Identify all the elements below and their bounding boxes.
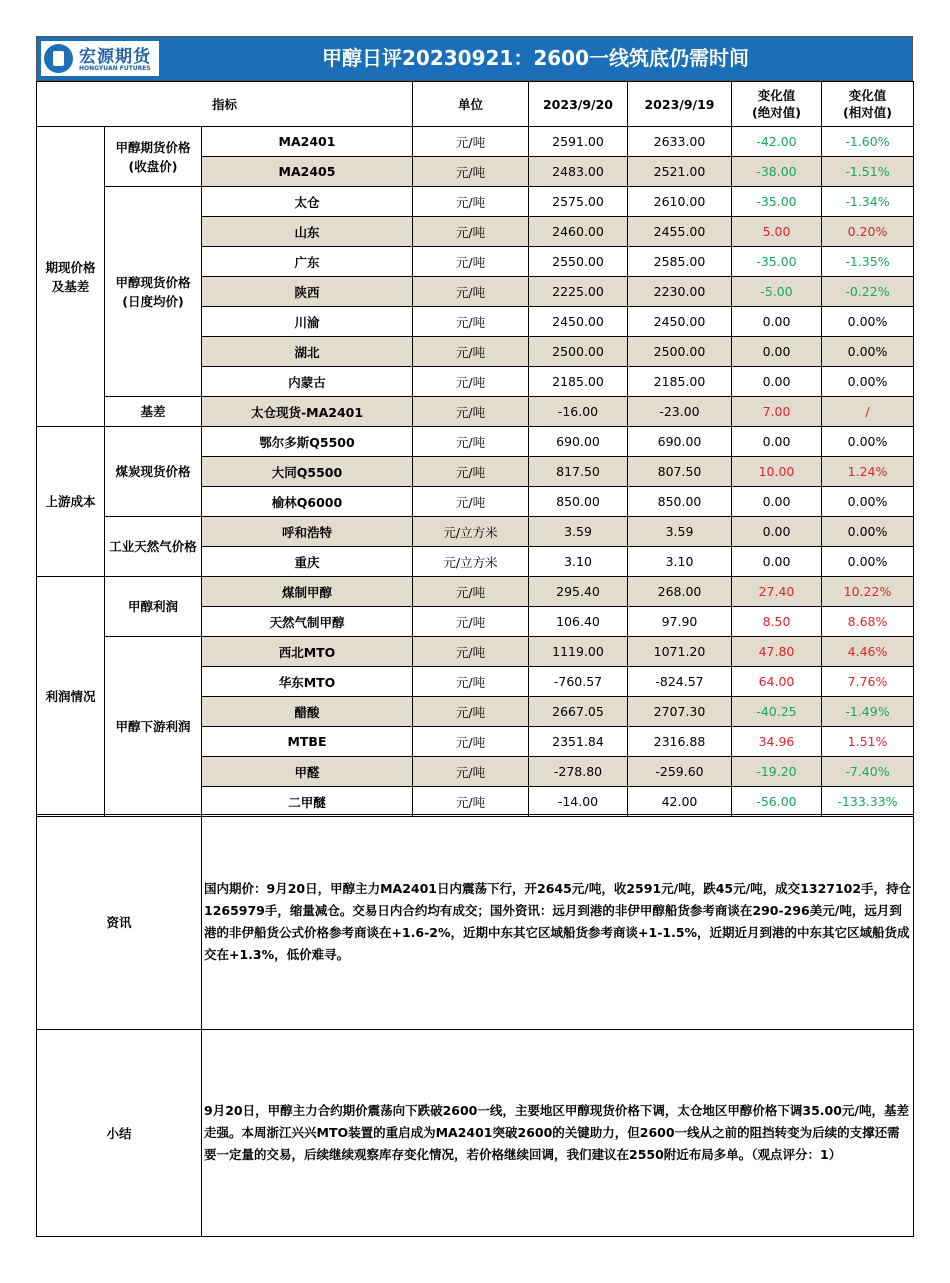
value-date1-cell: -14.00 bbox=[529, 787, 628, 817]
rel-change-cell: 0.00% bbox=[822, 517, 914, 547]
indicator-cell: MTBE bbox=[202, 727, 413, 757]
rel-change-cell: 0.00% bbox=[822, 367, 914, 397]
value-date2-cell: 1071.20 bbox=[628, 637, 732, 667]
logo-name: 宏源期货 bbox=[79, 47, 151, 67]
group-gas-price: 工业天然气价格 bbox=[105, 517, 202, 577]
news-text: 国内期价：9月20日，甲醇主力MA2401日内震荡下行，开2645元/吨，收2591元/吨，跌45元/吨，成交1327102手，持仓1265979手，缩量减仓。交易日内合约均有成交；国外资讯：远月到港的非伊甲醇船货参考商谈在290-296美元/吨，远月到港的非伊船货公式价格参考商谈在+1.6-2%，近期中东其它区域船货参考商谈+1-1.5%，近期近月到港的中东其它区域船货成交在+1.3%，低价难寻。 bbox=[202, 815, 914, 1030]
value-date1-cell: -760.57 bbox=[529, 667, 628, 697]
value-date2-cell: 3.10 bbox=[628, 547, 732, 577]
value-date2-cell: 2610.00 bbox=[628, 187, 732, 217]
header-rel-change-l2: (相对值) bbox=[843, 105, 892, 120]
rel-change-cell: 4.46% bbox=[822, 637, 914, 667]
group-downstream-profit: 甲醇下游利润 bbox=[105, 637, 202, 817]
value-date2-cell: 2585.00 bbox=[628, 247, 732, 277]
unit-cell: 元/吨 bbox=[413, 787, 529, 817]
abs-change-cell: 27.40 bbox=[732, 577, 822, 607]
rel-change-cell: / bbox=[822, 397, 914, 427]
rel-change-cell: -0.22% bbox=[822, 277, 914, 307]
unit-cell: 元/吨 bbox=[413, 727, 529, 757]
group-upstream: 上游成本 bbox=[37, 427, 105, 577]
rel-change-cell: 0.00% bbox=[822, 337, 914, 367]
value-date2-cell: 2707.30 bbox=[628, 697, 732, 727]
header-indicator: 指标 bbox=[37, 82, 413, 127]
header-abs-change bbox=[732, 82, 822, 127]
abs-change-cell: -56.00 bbox=[732, 787, 822, 817]
header-unit: 单位 bbox=[413, 82, 529, 127]
value-date2-cell: 2230.00 bbox=[628, 277, 732, 307]
unit-cell: 元/吨 bbox=[413, 637, 529, 667]
indicator-cell: 甲醛 bbox=[202, 757, 413, 787]
rel-change-cell: 1.51% bbox=[822, 727, 914, 757]
rel-change-cell: -1.49% bbox=[822, 697, 914, 727]
indicator-cell: 华东MTO bbox=[202, 667, 413, 697]
value-date1-cell: 1119.00 bbox=[529, 637, 628, 667]
indicator-cell: 榆林Q6000 bbox=[202, 487, 413, 517]
table-row bbox=[37, 397, 914, 427]
rel-change-cell: -1.60% bbox=[822, 127, 914, 157]
value-date2-cell: 2185.00 bbox=[628, 367, 732, 397]
indicator-cell: MA2401 bbox=[202, 127, 413, 157]
unit-cell: 元/吨 bbox=[413, 577, 529, 607]
table-row bbox=[37, 517, 914, 547]
value-date1-cell: 3.59 bbox=[529, 517, 628, 547]
table-row bbox=[37, 577, 914, 607]
indicator-cell: 山东 bbox=[202, 217, 413, 247]
unit-cell: 元/吨 bbox=[413, 367, 529, 397]
value-date2-cell: -259.60 bbox=[628, 757, 732, 787]
value-date1-cell: 2351.84 bbox=[529, 727, 628, 757]
value-date2-cell: 2521.00 bbox=[628, 157, 732, 187]
abs-change-cell: -5.00 bbox=[732, 277, 822, 307]
unit-cell: 元/立方米 bbox=[413, 547, 529, 577]
value-date1-cell: 2500.00 bbox=[529, 337, 628, 367]
value-date1-cell: 2483.00 bbox=[529, 157, 628, 187]
value-date1-cell: 2550.00 bbox=[529, 247, 628, 277]
rel-change-cell: 0.00% bbox=[822, 487, 914, 517]
rel-change-cell: -1.35% bbox=[822, 247, 914, 277]
abs-change-cell: 64.00 bbox=[732, 667, 822, 697]
unit-cell: 元/吨 bbox=[413, 487, 529, 517]
indicator-cell: 太仓 bbox=[202, 187, 413, 217]
abs-change-cell: 0.00 bbox=[732, 547, 822, 577]
value-date2-cell: 2455.00 bbox=[628, 217, 732, 247]
abs-change-cell: -19.20 bbox=[732, 757, 822, 787]
indicator-cell: 内蒙古 bbox=[202, 367, 413, 397]
value-date1-cell: 2575.00 bbox=[529, 187, 628, 217]
indicator-cell: 天然气制甲醇 bbox=[202, 607, 413, 637]
report-title: 甲醇日评20230921：2600一线筑底仍需时间 bbox=[322, 46, 749, 70]
unit-cell: 元/吨 bbox=[413, 757, 529, 787]
rel-change-cell: 0.20% bbox=[822, 217, 914, 247]
value-date1-cell: 817.50 bbox=[529, 457, 628, 487]
notes-table bbox=[36, 814, 914, 1237]
abs-change-cell: -40.25 bbox=[732, 697, 822, 727]
group-basis: 基差 bbox=[105, 397, 202, 427]
abs-change-cell: 47.80 bbox=[732, 637, 822, 667]
value-date2-cell: 3.59 bbox=[628, 517, 732, 547]
header-date-1: 2023/9/20 bbox=[529, 82, 628, 127]
value-date1-cell: 2185.00 bbox=[529, 367, 628, 397]
group-spot-price: 甲醇现货价格(日度均价) bbox=[105, 187, 202, 397]
rel-change-cell: -1.51% bbox=[822, 157, 914, 187]
header-rel-change bbox=[822, 82, 914, 127]
table-row bbox=[37, 127, 914, 157]
unit-cell: 元/吨 bbox=[413, 127, 529, 157]
value-date2-cell: 2450.00 bbox=[628, 307, 732, 337]
indicator-cell: 煤制甲醇 bbox=[202, 577, 413, 607]
news-row bbox=[37, 815, 914, 1030]
rel-change-cell: 1.24% bbox=[822, 457, 914, 487]
abs-change-cell: -42.00 bbox=[732, 127, 822, 157]
table-row bbox=[37, 637, 914, 667]
logo-english-name: HONGYUAN FUTURES bbox=[79, 65, 151, 72]
unit-cell: 元/吨 bbox=[413, 427, 529, 457]
indicator-cell: 湖北 bbox=[202, 337, 413, 367]
abs-change-cell: 34.96 bbox=[732, 727, 822, 757]
abs-change-cell: 0.00 bbox=[732, 307, 822, 337]
value-date1-cell: 295.40 bbox=[529, 577, 628, 607]
abs-change-cell: 10.00 bbox=[732, 457, 822, 487]
abs-change-cell: 5.00 bbox=[732, 217, 822, 247]
table-row bbox=[37, 427, 914, 457]
value-date1-cell: 2450.00 bbox=[529, 307, 628, 337]
unit-cell: 元/立方米 bbox=[413, 517, 529, 547]
value-date1-cell: 690.00 bbox=[529, 427, 628, 457]
group-spot-basis: 期现价格及基差 bbox=[37, 127, 105, 427]
value-date2-cell: 850.00 bbox=[628, 487, 732, 517]
value-date1-cell: 106.40 bbox=[529, 607, 628, 637]
group-methanol-profit: 甲醇利润 bbox=[105, 577, 202, 637]
header-rel-change-l1: 变化值 bbox=[848, 88, 887, 103]
unit-cell: 元/吨 bbox=[413, 187, 529, 217]
value-date2-cell: 268.00 bbox=[628, 577, 732, 607]
indicator-cell: 大同Q5500 bbox=[202, 457, 413, 487]
abs-change-cell: 0.00 bbox=[732, 487, 822, 517]
indicator-table bbox=[36, 81, 914, 817]
title-bar bbox=[36, 36, 913, 81]
indicator-cell: 醋酸 bbox=[202, 697, 413, 727]
value-date2-cell: 807.50 bbox=[628, 457, 732, 487]
rel-change-cell: -133.33% bbox=[822, 787, 914, 817]
abs-change-cell: 0.00 bbox=[732, 367, 822, 397]
value-date1-cell: 2591.00 bbox=[529, 127, 628, 157]
header-abs-change-l2: (绝对值) bbox=[752, 105, 801, 120]
abs-change-cell: 0.00 bbox=[732, 337, 822, 367]
value-date2-cell: 2633.00 bbox=[628, 127, 732, 157]
unit-cell: 元/吨 bbox=[413, 457, 529, 487]
value-date2-cell: 97.90 bbox=[628, 607, 732, 637]
indicator-cell: 鄂尔多斯Q5500 bbox=[202, 427, 413, 457]
rel-change-cell: -1.34% bbox=[822, 187, 914, 217]
indicator-cell: 陕西 bbox=[202, 277, 413, 307]
abs-change-cell: 0.00 bbox=[732, 517, 822, 547]
value-date1-cell: 2667.05 bbox=[529, 697, 628, 727]
abs-change-cell: -35.00 bbox=[732, 247, 822, 277]
indicator-cell: 呼和浩特 bbox=[202, 517, 413, 547]
value-date2-cell: 2500.00 bbox=[628, 337, 732, 367]
value-date1-cell: 2225.00 bbox=[529, 277, 628, 307]
abs-change-cell: -35.00 bbox=[732, 187, 822, 217]
header-abs-change-l1: 变化值 bbox=[757, 88, 796, 103]
value-date1-cell: 2460.00 bbox=[529, 217, 628, 247]
rel-change-cell: 10.22% bbox=[822, 577, 914, 607]
unit-cell: 元/吨 bbox=[413, 607, 529, 637]
unit-cell: 元/吨 bbox=[413, 157, 529, 187]
indicator-cell: 二甲醚 bbox=[202, 787, 413, 817]
group-coal-spot: 煤炭现货价格 bbox=[105, 427, 202, 517]
rel-change-cell: 0.00% bbox=[822, 307, 914, 337]
company-logo bbox=[41, 41, 159, 76]
header-row bbox=[37, 82, 914, 127]
abs-change-cell: 0.00 bbox=[732, 427, 822, 457]
unit-cell: 元/吨 bbox=[413, 337, 529, 367]
value-date2-cell: 690.00 bbox=[628, 427, 732, 457]
rel-change-cell: 0.00% bbox=[822, 547, 914, 577]
unit-cell: 元/吨 bbox=[413, 277, 529, 307]
table-row bbox=[37, 187, 914, 217]
group-futures-price: 甲醇期货价格(收盘价) bbox=[105, 127, 202, 187]
unit-cell: 元/吨 bbox=[413, 667, 529, 697]
value-date1-cell: -16.00 bbox=[529, 397, 628, 427]
summary-row bbox=[37, 1030, 914, 1237]
value-date1-cell: -278.80 bbox=[529, 757, 628, 787]
unit-cell: 元/吨 bbox=[413, 217, 529, 247]
abs-change-cell: -38.00 bbox=[732, 157, 822, 187]
news-label: 资讯 bbox=[37, 815, 202, 1030]
indicator-cell: MA2405 bbox=[202, 157, 413, 187]
unit-cell: 元/吨 bbox=[413, 697, 529, 727]
group-profit: 利润情况 bbox=[37, 577, 105, 817]
rel-change-cell: -7.40% bbox=[822, 757, 914, 787]
value-date2-cell: 2316.88 bbox=[628, 727, 732, 757]
summary-label: 小结 bbox=[37, 1030, 202, 1237]
header-date-2: 2023/9/19 bbox=[628, 82, 732, 127]
rel-change-cell: 0.00% bbox=[822, 427, 914, 457]
rel-change-cell: 8.68% bbox=[822, 607, 914, 637]
unit-cell: 元/吨 bbox=[413, 307, 529, 337]
value-date2-cell: 42.00 bbox=[628, 787, 732, 817]
indicator-cell: 西北MTO bbox=[202, 637, 413, 667]
abs-change-cell: 7.00 bbox=[732, 397, 822, 427]
value-date1-cell: 850.00 bbox=[529, 487, 628, 517]
indicator-cell: 太仓现货-MA2401 bbox=[202, 397, 413, 427]
indicator-cell: 川渝 bbox=[202, 307, 413, 337]
rel-change-cell: 7.76% bbox=[822, 667, 914, 697]
indicator-cell: 广东 bbox=[202, 247, 413, 277]
logo-mark-icon bbox=[44, 44, 73, 73]
indicator-cell: 重庆 bbox=[202, 547, 413, 577]
unit-cell: 元/吨 bbox=[413, 397, 529, 427]
value-date1-cell: 3.10 bbox=[529, 547, 628, 577]
abs-change-cell: 8.50 bbox=[732, 607, 822, 637]
unit-cell: 元/吨 bbox=[413, 247, 529, 277]
value-date2-cell: -23.00 bbox=[628, 397, 732, 427]
summary-text: 9月20日，甲醇主力合约期价震荡向下跌破2600一线，主要地区甲醇现货价格下调，太仓地区甲醇价格下调35.00元/吨，基差走强。本周浙江兴兴MTO装置的重启成为MA2401突破2600的关键助力，但2600一线从之前的阻挡转变为后续的支撑还需要一定量的交易，后续继续观察库存变化情况，若价格继续回调，我们建议在2550附近布局多单。（观点评分：1） bbox=[202, 1030, 914, 1237]
value-date2-cell: -824.57 bbox=[628, 667, 732, 697]
